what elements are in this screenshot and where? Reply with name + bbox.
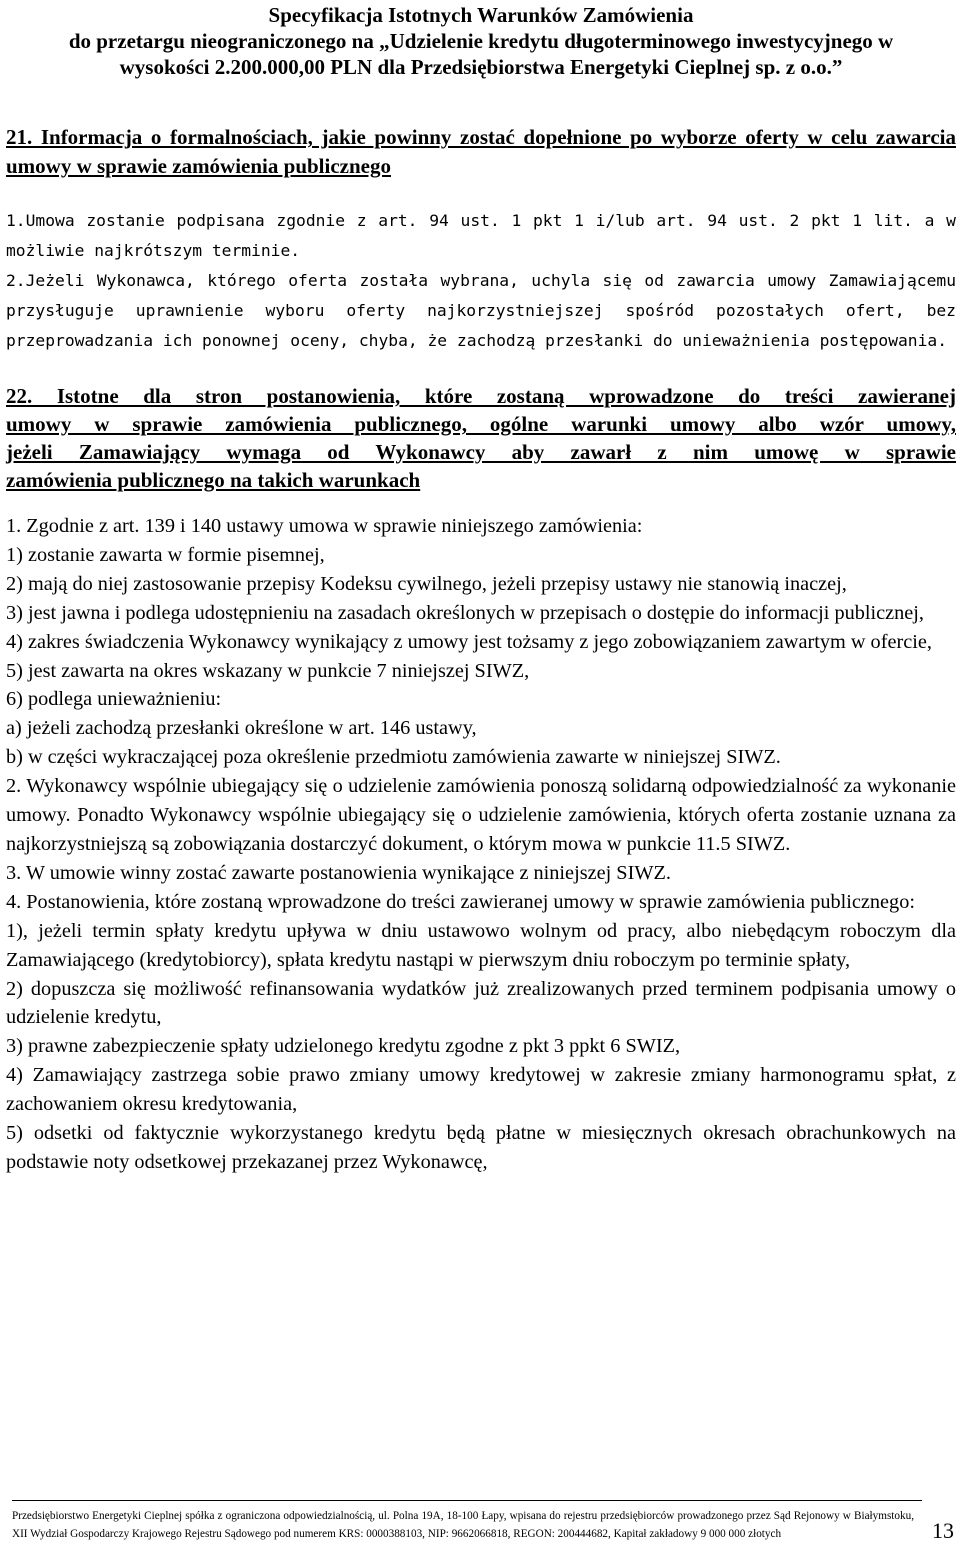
section-22-heading-line: zamówienia publicznego na takich warunkach	[6, 468, 421, 492]
list-item: 4) Zamawiający zastrzega sobie prawo zmiany umowy kredytowej w zakresie zmiany harmonogramu spłat, z zachowaniem okresu kredytowania,	[6, 1064, 956, 1116]
header-title: Specyfikacja Istotnych Warunków Zamówienia	[268, 3, 694, 27]
footer-divider	[12, 1500, 922, 1501]
header-subtitle: do przetargu nieograniczonego na „Udzielenie kredytu długoterminowego inwestycyjnego w	[68, 29, 894, 53]
section-21-paragraph-2: 2.Jeżeli Wykonawca, którego oferta została wybrana, uchyla się od zawarcia umowy Zamawiającemu przysługuje uprawnienie wyboru oferty najkorzystniejszej spośród pozostałych ofert, bez przeprowadzania ich ponownej oceny, chyba, że zachodzą przesłanki do unieważnienia postępowania.	[6, 271, 956, 350]
list-item: 2. Wykonawcy wspólnie ubiegający się o udzielenie zamówienia ponoszą solidarną odpowiedzialność za wykonanie umowy. Ponadto Wykonawcy wspólnie ubiegający się o udzielenie zamówienia, których oferta zostanie uznana za najkorzystniejszą są zobowiązania dostarczyć dokument, o którym mowa w punkcie 11.5 SIWZ.	[6, 775, 956, 855]
section-22-heading-line: jeżeli Zamawiający wymaga od Wykonawcy aby zawarł z nim umowę w sprawie	[6, 440, 956, 464]
list-item: 1), jeżeli termin spłaty kredytu upływa w dniu ustawowo wolnym od pracy, albo niebędącym roboczym dla Zamawiającego (kredytobiorcy), spłata kredytu nastąpi w pierwszym dniu roboczym po terminie spłaty,	[6, 919, 956, 971]
section-21-body	[6, 206, 956, 356]
list-item: 2) dopuszcza się możliwość refinansowania wydatków już zrealizowanych przed terminem podpisania umowy o udzielenie kredytu,	[6, 977, 956, 1029]
list-item: 1. Zgodnie z art. 139 i 140 ustawy umowa w sprawie niniejszego zamówienia:	[6, 515, 643, 537]
list-item: b) w części wykraczającej poza określenie przedmiotu zamówienia zawarte w niniejszej SIWZ.	[6, 746, 781, 769]
list-item: 5) odsetki od faktycznie wykorzystanego kredytu będą płatne w miesięcznych okresach obrachunkowych na podstawie noty odsetkowej przekazanej przez Wykonawcę,	[6, 1122, 956, 1173]
list-item: 3. W umowie winny zostać zawarte postanowienia wynikające z niniejszej SIWZ.	[6, 861, 671, 884]
document-page	[6, 0, 956, 1177]
list-item: 4. Postanowienia, które zostaną wprowadzone do treści zawieranej umowy w sprawie zamówienia publicznego:	[6, 890, 915, 913]
document-header	[6, 2, 956, 80]
list-item: 1) zostanie zawarta w formie pisemnej,	[6, 543, 325, 566]
list-item: 2) mają do niej zastosowanie przepisy Kodeksu cywilnego, jeżeli przepisy ustawy nie stanowią inaczej,	[6, 572, 847, 595]
header-subtitle-cont: wysokości 2.200.000,00 PLN dla Przedsiębiorstwa Energetyki Cieplnej sp. z o.o.”	[119, 55, 843, 79]
list-item: 3) prawne zabezpieczenie spłaty udzielonego kredytu zgodne z pkt 3 ppkt 6 SWIZ,	[6, 1035, 681, 1058]
list-item: 3) jest jawna i podlega udostępnieniu na zasadach określonych w przepisach o dostępie do informacji publicznej,	[6, 601, 924, 624]
section-22-heading-line: umowy w sprawie zamówienia publicznego, ogólne warunki umowy albo wzór umowy,	[6, 412, 956, 436]
section-22-body	[6, 512, 956, 1177]
section-21-paragraph-1: 1.Umowa zostanie podpisana zgodnie z art. 94 ust. 1 pkt 1 i/lub art. 94 ust. 2 pkt 1 lit. a w możliwie najkrótszym terminie.	[6, 211, 956, 260]
page-number: 13	[932, 1518, 954, 1543]
list-item: 4) zakres świadczenia Wykonawcy wynikający z umowy jest tożsamy z jego zobowiązaniem zawartym w ofercie,	[6, 630, 932, 653]
list-item: a) jeżeli zachodzą przesłanki określone w art. 146 ustawy,	[6, 717, 477, 740]
section-22-heading	[6, 382, 956, 494]
list-item: 5) jest zawarta na okres wskazany w punkcie 7 niniejszej SIWZ,	[6, 659, 530, 682]
section-21-heading: 21. Informacja o formalnościach, jakie powinny zostać dopełnione po wyborze oferty w celu zawarcia umowy w sprawie zamówienia publicznego	[6, 125, 956, 178]
list-item: 6) podlega unieważnieniu:	[6, 688, 222, 711]
footer-company-info: Przedsiębiorstwo Energetyki Cieplnej spółka z ograniczona odpowiedzialnością, ul. Polna 19A, 18-100 Łapy, wpisana do rejestru przedsiębiorców prowadzonego przez Sąd Rejonowy w Białymstoku, XII Wydział Gospodarczy Krajowego Rejestru Sądowego pod numerem KRS: 0000388103, NIP: 9662066818, REGON: 200444682, Kapitał zakładowy 9 000 000 złotych	[12, 1510, 914, 1540]
section-22-heading-line: 22. Istotne dla stron postanowienia, które zostaną wprowadzone do treści zawieranej	[6, 384, 956, 408]
